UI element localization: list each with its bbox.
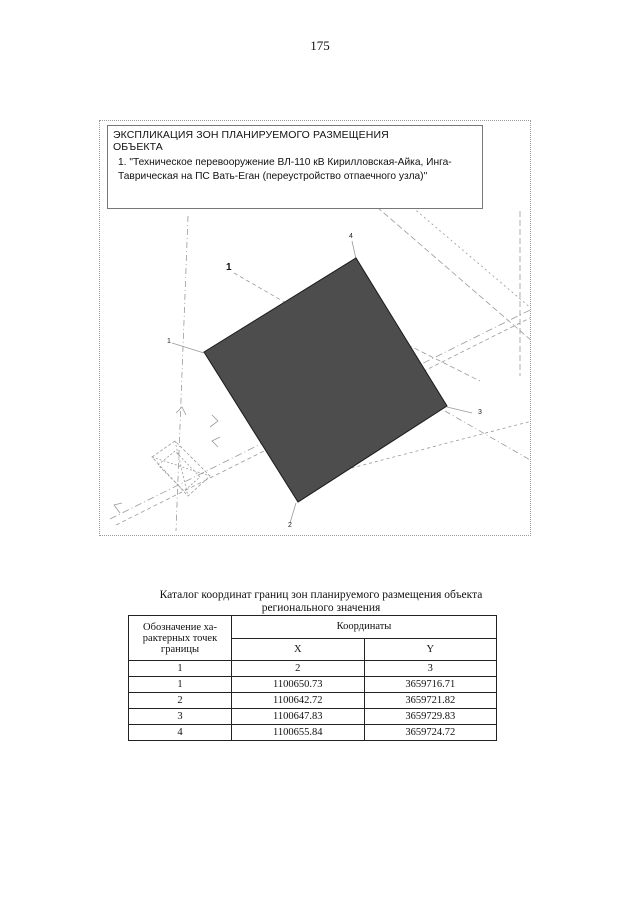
table-cell: 1100655.84: [232, 725, 365, 741]
zone-number-label: 1: [226, 262, 232, 273]
arrow-mark: [212, 437, 220, 447]
header-y: Y: [364, 638, 497, 661]
boundary-line: [445, 411, 531, 461]
table-index-row: [129, 661, 497, 677]
table-cell: 1100650.73: [232, 677, 365, 693]
table-cell: 3659724.72: [364, 725, 497, 741]
table-cell: 3659729.83: [364, 709, 497, 725]
legend-item: 1. "Техническое перевооружение ВЛ-110 кВ Кирилловская-Айка, Инга-Таврическая на ПС Вать-Еган (переустройство отпаечного узла)": [118, 157, 452, 182]
table-cell: 1: [129, 677, 232, 693]
planned-zone-polygon: [204, 258, 447, 502]
table-row: [129, 709, 497, 725]
tower-symbol: [152, 441, 210, 496]
arrow-mark: [114, 503, 122, 513]
tower-symbol: [175, 441, 188, 496]
legend-title: ЭКСПЛИКАЦИЯ ЗОН ПЛАНИРУЕМОГО РАЗМЕЩЕНИЯ ОБЪЕКТА: [113, 129, 389, 153]
table-cell: 3: [364, 661, 497, 677]
boundary-line: [405, 201, 531, 309]
map-frame: [99, 120, 531, 536]
point-label-4: 4: [349, 233, 353, 240]
legend-box: [107, 125, 483, 209]
leader-line: [352, 241, 356, 259]
leader-line: [447, 407, 472, 413]
arrow-mark: [210, 415, 218, 427]
header-coordinates: Координаты: [232, 616, 497, 639]
table-row: [129, 677, 497, 693]
table-cell: 2: [232, 661, 365, 677]
table-cell: 1: [129, 661, 232, 677]
leader-line: [290, 503, 296, 523]
table-cell: 3: [129, 709, 232, 725]
header-x: X: [232, 638, 365, 661]
coordinates-table: [128, 615, 497, 741]
catalog-caption: Каталог координат границ зон планируемого размещения объекта регионального значения: [159, 589, 483, 614]
table-cell: 3659716.71: [364, 677, 497, 693]
table-cell: 2: [129, 693, 232, 709]
point-label-3: 3: [478, 409, 482, 416]
point-label-2: 2: [288, 522, 292, 529]
table-cell: 3659721.82: [364, 693, 497, 709]
table-row: [129, 725, 497, 741]
page-number: 175: [310, 38, 330, 53]
survey-line: [176, 216, 188, 531]
point-label-1: 1: [167, 338, 171, 345]
table-row: [129, 693, 497, 709]
table-cell: 1100642.72: [232, 693, 365, 709]
table-cell: 4: [129, 725, 232, 741]
table-cell: 1100647.83: [232, 709, 365, 725]
leader-line: [172, 343, 204, 353]
arrow-mark: [176, 407, 186, 415]
header-point: Обозначение ха-рактерных точек границы: [129, 616, 232, 661]
